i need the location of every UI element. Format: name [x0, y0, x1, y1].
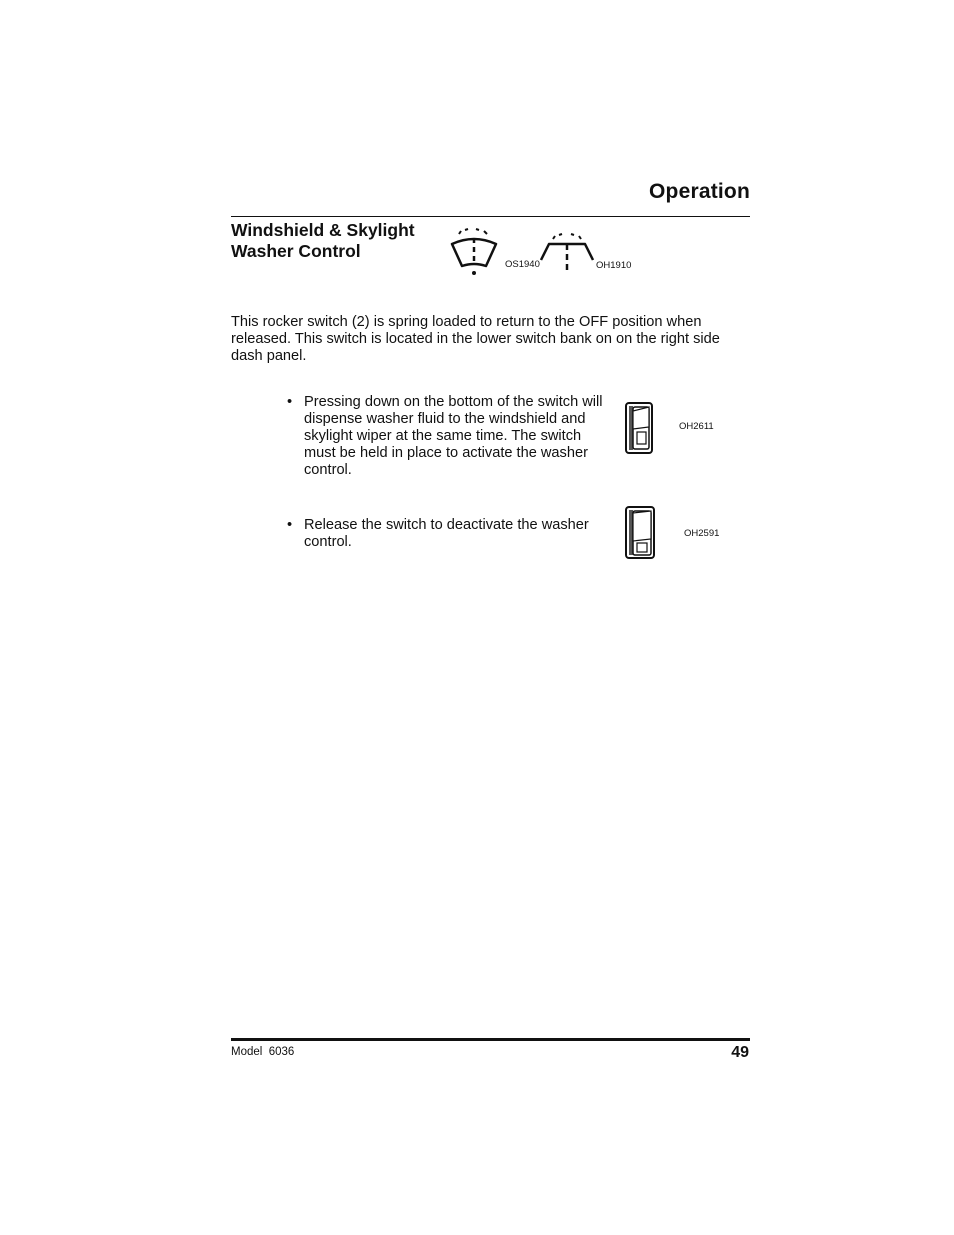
bullet-item-press — [287, 394, 612, 479]
rocker-switch-pressed-icon — [624, 401, 656, 457]
bullet-text: Pressing down on the bottom of the switch will dispense washer fluid to the windshield and skylight wiper at the same time. The switch must be held in place to activate the washer control. — [304, 394, 603, 478]
section-title-line2: Washer Control — [231, 241, 361, 261]
section-title — [231, 220, 441, 262]
switch-pressed-figure-label: OH2611 — [679, 421, 714, 432]
windshield-washer-figure-label: OS1940 — [505, 259, 540, 270]
windshield-washer-icon — [446, 226, 502, 280]
bullet-item-release — [287, 517, 612, 551]
bullet-text: Release the switch to deactivate the washer control. — [304, 517, 589, 550]
bullet-marker: • — [287, 394, 293, 410]
rocker-switch-released-icon — [624, 505, 658, 561]
chapter-title: Operation — [649, 180, 750, 203]
section-title-line1: Windshield & Skylight — [231, 220, 415, 240]
skylight-washer-figure-label: OH1910 — [596, 260, 632, 271]
bullet-marker: • — [287, 517, 293, 533]
skylight-washer-icon — [539, 230, 597, 274]
footer-rule — [231, 1038, 750, 1041]
switch-released-figure-label: OH2591 — [684, 528, 720, 539]
header-rule — [231, 216, 750, 217]
intro-paragraph: This rocker switch (2) is spring loaded to return to the OFF position when released. This switch is located in the lower switch bank on on the right side dash panel. — [231, 314, 720, 364]
footer-model: Model 6036 — [231, 1046, 295, 1058]
page-number: 49 — [731, 1044, 749, 1061]
